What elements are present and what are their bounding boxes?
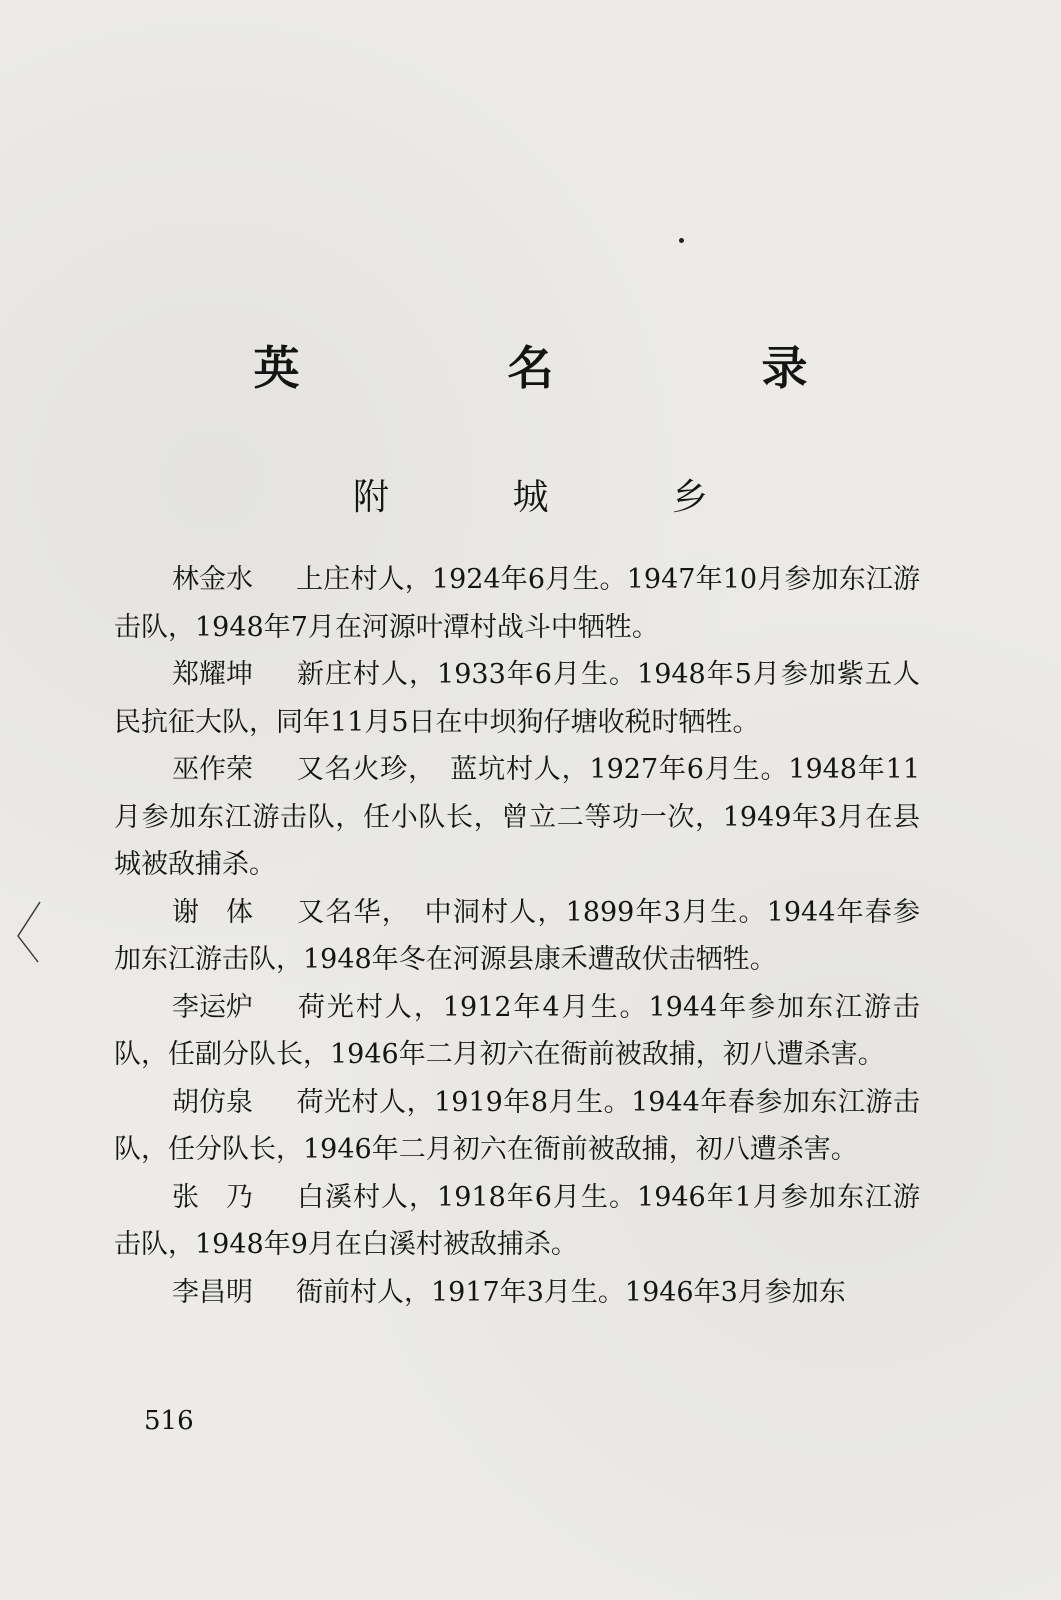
person-name: 林金水 (172, 564, 253, 595)
roster-entry (114, 746, 920, 889)
person-bio: 又名华， 中洞村人，1899年3月生。1944年春参加东江游击队，1948年冬在河源县康禾遭敌伏击牺牲。 (114, 896, 920, 975)
person-bio: 荷光村人，1912年4月生。1944年参加东江游击队，任副分队长，1946年二月初六在衙前被敌捕，初八遭杀害。 (114, 991, 920, 1070)
ink-dot (679, 238, 684, 243)
section-title: 附 城 乡 (353, 477, 764, 518)
person-name: 张 乃 (172, 1181, 253, 1213)
roster-entry (114, 556, 920, 651)
person-name: 胡仿泉 (172, 1086, 253, 1118)
person-name: 巫作荣 (172, 754, 253, 785)
roster-entry (114, 1269, 920, 1317)
roster-entry (114, 1079, 920, 1174)
margin-pencil-mark (10, 896, 46, 966)
page-number: 516 (144, 1406, 194, 1436)
roster-entry (114, 984, 920, 1079)
roster-entry (114, 889, 920, 984)
person-name: 李运炉 (172, 991, 253, 1023)
person-bio: 上庄村人，1924年6月生。1947年10月参加东江游击队，1948年7月在河源叶潭村战斗中牺牲。 (114, 564, 920, 643)
person-bio: 衙前村人，1917年3月生。1946年3月参加东 (296, 1276, 846, 1308)
person-name: 李昌明 (172, 1276, 253, 1308)
roster-entries (114, 556, 920, 1316)
roster-entry (114, 1174, 920, 1269)
roster-entry (114, 651, 920, 746)
page-title: 英 名 录 (253, 341, 904, 395)
person-bio: 白溪村人，1918年6月生。1946年1月参加东江游击队，1948年9月在白溪村被敌捕杀。 (114, 1181, 920, 1260)
person-bio: 又名火珍， 蓝坑村人，1927年6月生。1948年11月参加东江游击队，任小队长，曾立二等功一次，1949年3月在县城被敌捕杀。 (114, 754, 920, 880)
person-name: 郑耀坤 (172, 659, 253, 690)
person-name: 谢 体 (172, 896, 253, 928)
person-bio: 荷光村人，1919年8月生。1944年春参加东江游击队，任分队长，1946年二月初六在衙前被敌捕，初八遭杀害。 (114, 1086, 920, 1165)
person-bio: 新庄村人，1933年6月生。1948年5月参加紫五人民抗征大队，同年11月5日在中坝狗仔塘收税时牺牲。 (114, 659, 920, 738)
